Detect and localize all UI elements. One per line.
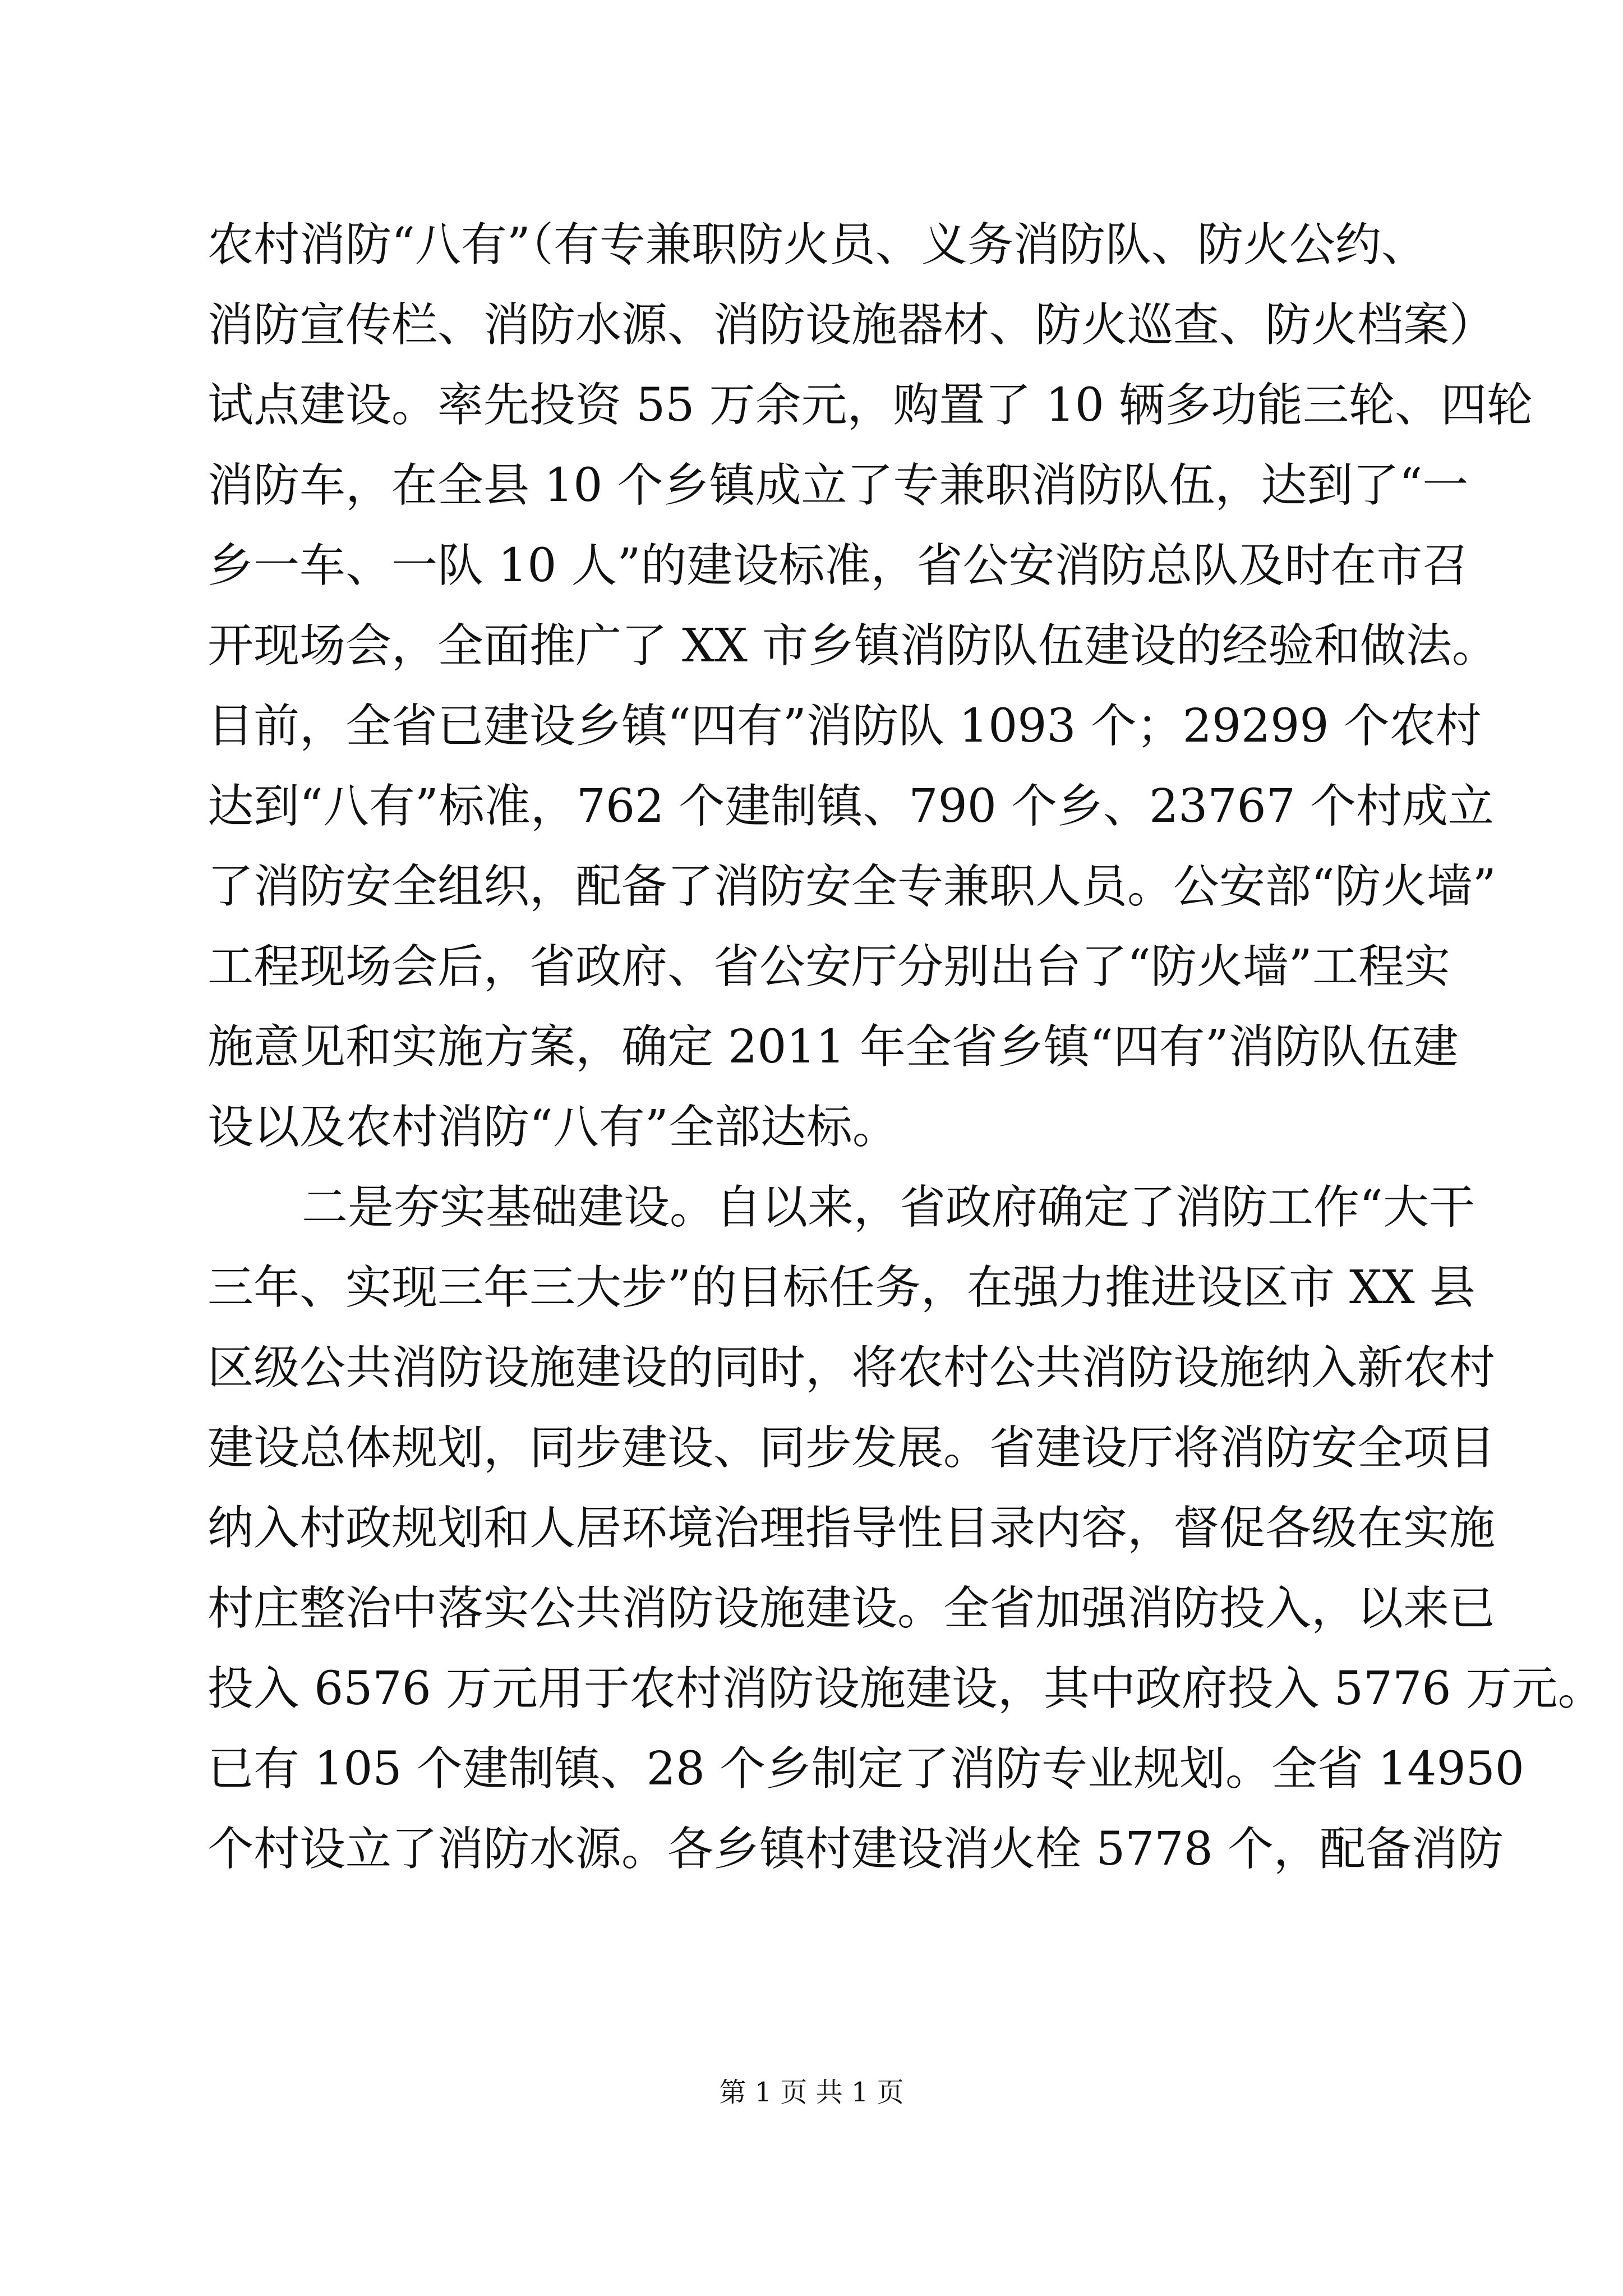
text-line: 消防宣传栏、消防水源、消防设施器材、防火巡查、防火档案）: [208, 298, 1496, 352]
text-line: 达到“八有”标准，762 个建制镇、790 个乡、23767 个村成立: [208, 780, 1494, 833]
text-line: 工程现场会后，省政府、省公安厅分别出台了“防火墙”工程实: [208, 940, 1450, 993]
text-line: 投入 6576 万元用于农村消防设施建设，其中政府投入 5776 万元。: [208, 1662, 1604, 1715]
text-line: 设以及农村消防“八有”全部达标。: [208, 1101, 898, 1154]
text-line: 消防车，在全县 10 个乡镇成立了专兼职消防队伍，达到了“一: [208, 459, 1469, 512]
text-line: 试点建设。率先投资 55 万余元，购置了 10 辆多功能三轮、四轮: [208, 379, 1533, 432]
text-line: 区级公共消防设施建设的同时，将农村公共消防设施纳入新农村: [208, 1341, 1496, 1395]
text-line: 开现场会，全面推广了 XX 市乡镇消防队伍建设的经验和做法。: [208, 619, 1498, 673]
text-line: 乡一车、一队 10 人”的建设标准，省公安消防总队及时在市召: [208, 539, 1469, 592]
text-line: 了消防安全组织，配备了消防安全专兼职人员。公安部“防火墙”: [208, 860, 1496, 913]
text-line: 施意见和实施方案，确定 2011 年全省乡镇“四有”消防队伍建: [208, 1020, 1459, 1074]
text-line: 已有 105 个建制镇、28 个乡制定了消防专业规划。全省 14950: [208, 1742, 1524, 1796]
paragraph-first-line: 二是夯实基础建设。自以来，省政府确定了消防工作“大干: [302, 1181, 1475, 1234]
text-line: 农村消防“八有”（有专兼职防火员、义务消防队、防火公约、: [208, 218, 1427, 272]
page-footer: 第 1 页 共 1 页: [719, 2077, 904, 2108]
text-line: 建设总体规划，同步建设、同步发展。省建设厅将消防安全项目: [208, 1421, 1496, 1475]
text-line: 纳入村政规划和人居环境治理指导性目录内容，督促各级在实施: [208, 1502, 1496, 1555]
text-line: 三年、实现三年三大步”的目标任务，在强力推进设区市 XX 县: [208, 1261, 1476, 1314]
text-line: 村庄整治中落实公共消防设施建设。全省加强消防投入，以来已: [208, 1582, 1496, 1635]
text-line: 目前，全省已建设乡镇“四有”消防队 1093 个；29299 个农村: [208, 700, 1482, 753]
text-line: 个村设立了消防水源。各乡镇村建设消火栓 5778 个，配备消防: [208, 1823, 1504, 1876]
